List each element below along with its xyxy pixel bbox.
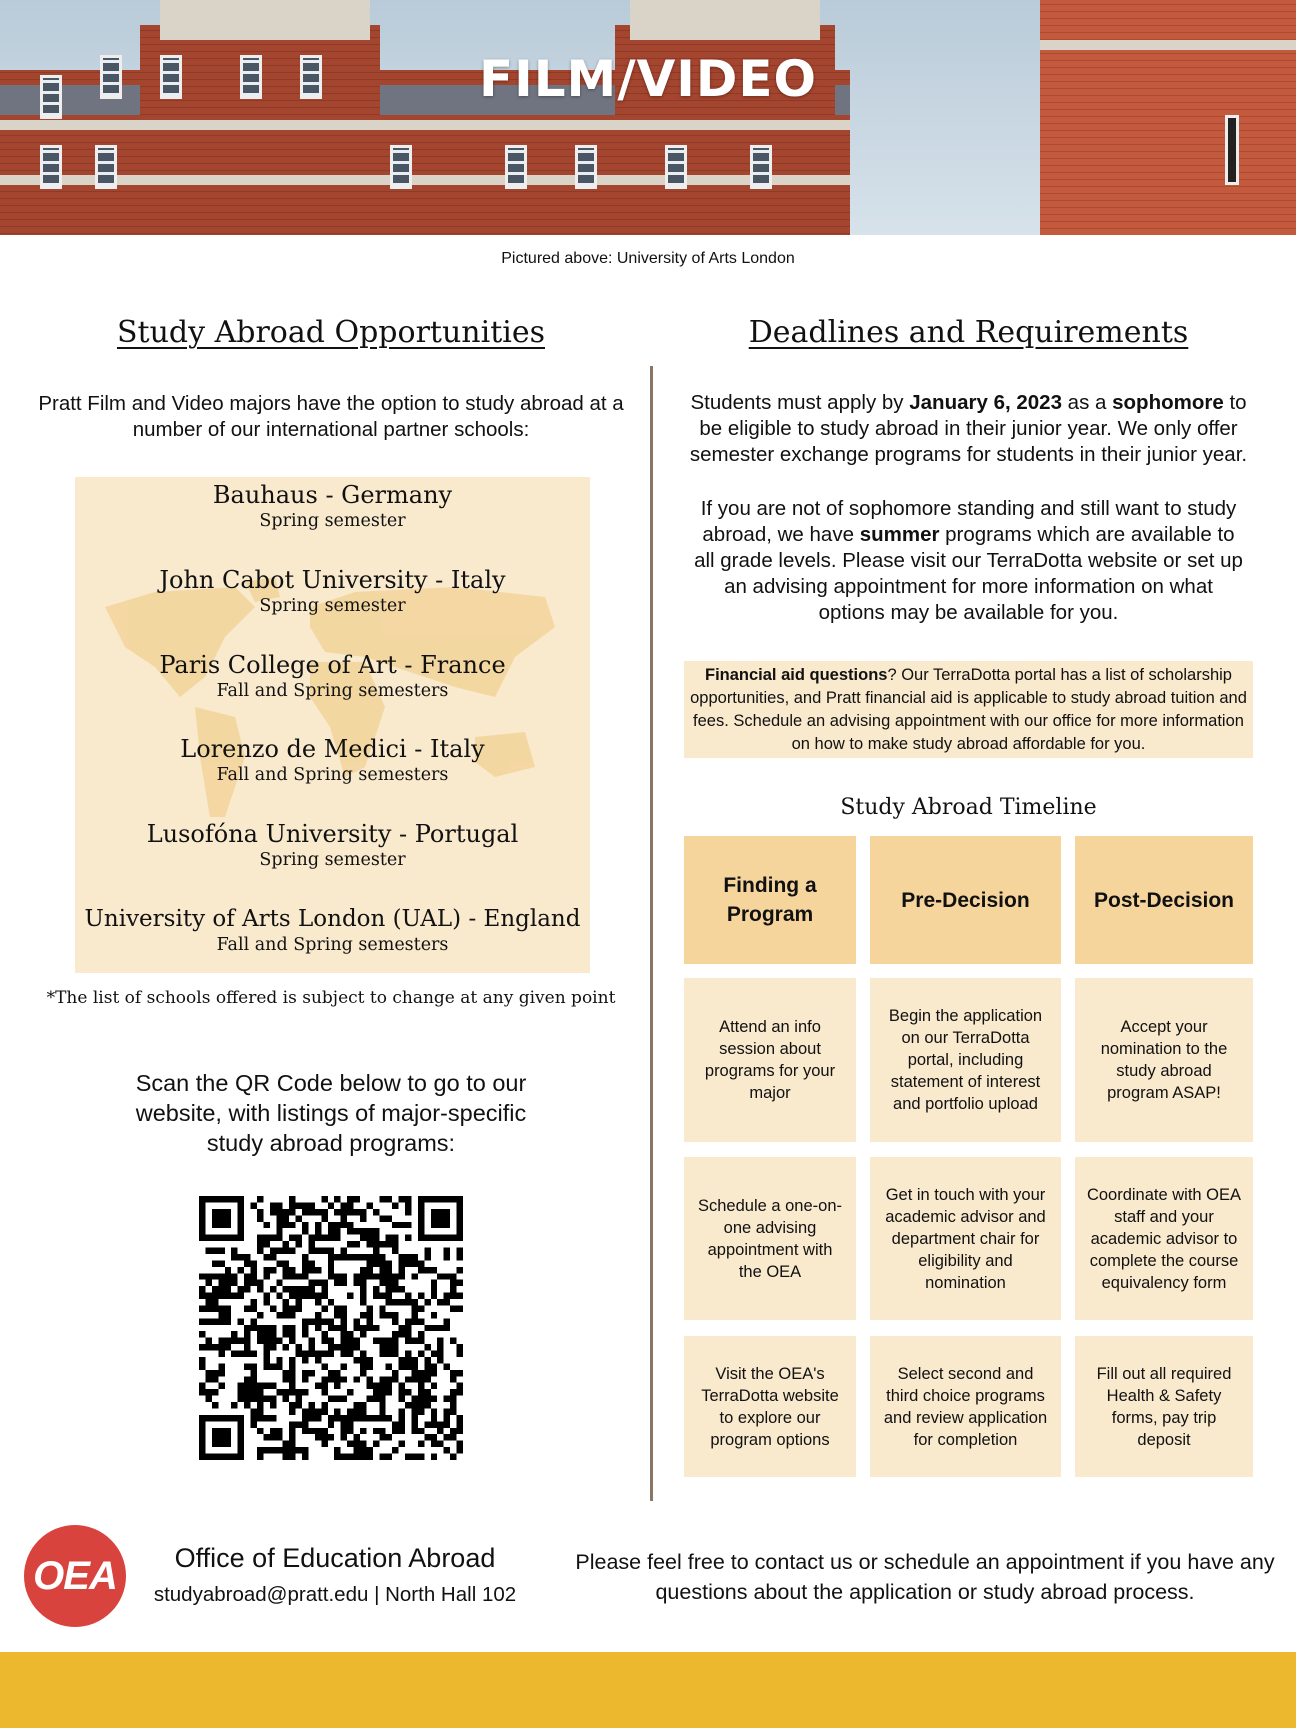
oea-logo: OEA bbox=[24, 1525, 126, 1627]
column-divider bbox=[650, 366, 653, 1501]
qr-code[interactable] bbox=[199, 1196, 463, 1460]
school-item bbox=[75, 650, 590, 702]
timeline-cell: Fill out all required Health & Safety forms, pay trip deposit bbox=[1075, 1336, 1253, 1477]
intro-text: Pratt Film and Video majors have the option to study abroad at a number of our international partner schools: bbox=[38, 392, 624, 441]
text: If you are not of sophomore standing and still want to study abroad, we have bbox=[700, 497, 1237, 546]
school-item bbox=[75, 565, 590, 617]
school-name: Lorenzo de Medici - Italy bbox=[180, 735, 485, 763]
bottom-color-bar bbox=[0, 1652, 1296, 1728]
text: as a bbox=[1061, 391, 1113, 414]
timeline-cell: Schedule a one-on-one advising appointment with the OEA bbox=[684, 1157, 856, 1320]
school-name: Lusofóna University - Portugal bbox=[146, 820, 519, 848]
text: Students must apply by bbox=[690, 391, 910, 414]
school-term: Spring semester bbox=[259, 596, 406, 616]
qr-modules bbox=[199, 1196, 463, 1460]
school-item bbox=[75, 904, 590, 956]
financial-aid-text: ? Our TerraDotta portal has a list of scholarship opportunities, and Pratt financial aid is applicable to study abroad tuition and fees. Schedule an advising appointment with our office for more information on how to make study abroad affordable for you. bbox=[690, 666, 1247, 753]
deadline-date: January 6, 2023 bbox=[909, 391, 1062, 414]
school-term: Fall and Spring semesters bbox=[216, 681, 449, 701]
schools-disclaimer: *The list of schools offered is subject to change at any given point bbox=[46, 988, 616, 1008]
qr-instructions: Scan the QR Code below to go to our website, with listings of major-specific study abroad programs: bbox=[135, 1070, 527, 1156]
text: programs which are available to all grade levels. Please visit our TerraDotta website or set up an advising appointment for more information on what options may be available for you. bbox=[694, 523, 1243, 624]
timeline-cell: Attend an info session about programs for your major bbox=[684, 978, 856, 1142]
timeline-header: Finding a Program bbox=[684, 836, 856, 964]
school-term: Fall and Spring semesters bbox=[216, 765, 449, 785]
timeline-header: Pre-Decision bbox=[870, 836, 1061, 964]
photo-caption: Pictured above: University of Arts London bbox=[501, 250, 795, 267]
banner-title: FILM/VIDEO bbox=[478, 50, 818, 108]
schools-box bbox=[75, 477, 590, 973]
contact-info[interactable]: studyabroad@pratt.edu | North Hall 102 bbox=[153, 1583, 517, 1606]
school-item bbox=[75, 734, 590, 786]
school-name: Bauhaus - Germany bbox=[212, 481, 453, 509]
timeline-cell: Begin the application on our TerraDotta portal, including statement of interest and portfolio upload bbox=[870, 978, 1061, 1142]
class-standing: sophomore bbox=[1112, 391, 1224, 414]
school-name: Paris College of Art - France bbox=[159, 651, 506, 679]
timeline-title: Study Abroad Timeline bbox=[840, 795, 1097, 820]
school-term: Spring semester bbox=[259, 850, 406, 870]
timeline-cell: Visit the OEA's TerraDotta website to explore our program options bbox=[684, 1336, 856, 1477]
text: to be eligible to study abroad in their junior year. We only offer semester exchange programs for students in their junior year. bbox=[689, 391, 1248, 466]
summer-paragraph bbox=[692, 496, 1245, 626]
timeline-cell: Get in touch with your academic advisor and department chair for eligibility and nomination bbox=[870, 1157, 1061, 1320]
deadlines-heading: Deadlines and Requirements bbox=[748, 315, 1189, 350]
contact-message: Please feel free to contact us or schedule an appointment if you have any questions about the application or study abroad process. bbox=[575, 1550, 1275, 1604]
summer-emphasis: summer bbox=[859, 523, 940, 546]
school-item bbox=[75, 819, 590, 871]
financial-aid-label: Financial aid questions bbox=[705, 666, 888, 684]
financial-aid-box bbox=[684, 661, 1253, 758]
timeline-cell: Accept your nomination to the study abroad program ASAP! bbox=[1075, 978, 1253, 1142]
opportunities-heading: Study Abroad Opportunities bbox=[116, 315, 545, 350]
banner-photo bbox=[0, 0, 1296, 235]
school-item bbox=[75, 480, 590, 532]
school-name: University of Arts London (UAL) - England bbox=[84, 906, 581, 932]
school-term: Spring semester bbox=[259, 511, 406, 531]
office-name: Office of Education Abroad bbox=[174, 1543, 496, 1573]
deadline-paragraph bbox=[684, 390, 1253, 468]
timeline-cell: Coordinate with OEA staff and your academic advisor to complete the course equivalency form bbox=[1075, 1157, 1253, 1320]
timeline-header: Post-Decision bbox=[1075, 836, 1253, 964]
school-term: Fall and Spring semesters bbox=[216, 935, 449, 955]
timeline-cell: Select second and third choice programs and review application for completion bbox=[870, 1336, 1061, 1477]
school-name: John Cabot University - Italy bbox=[159, 566, 506, 594]
